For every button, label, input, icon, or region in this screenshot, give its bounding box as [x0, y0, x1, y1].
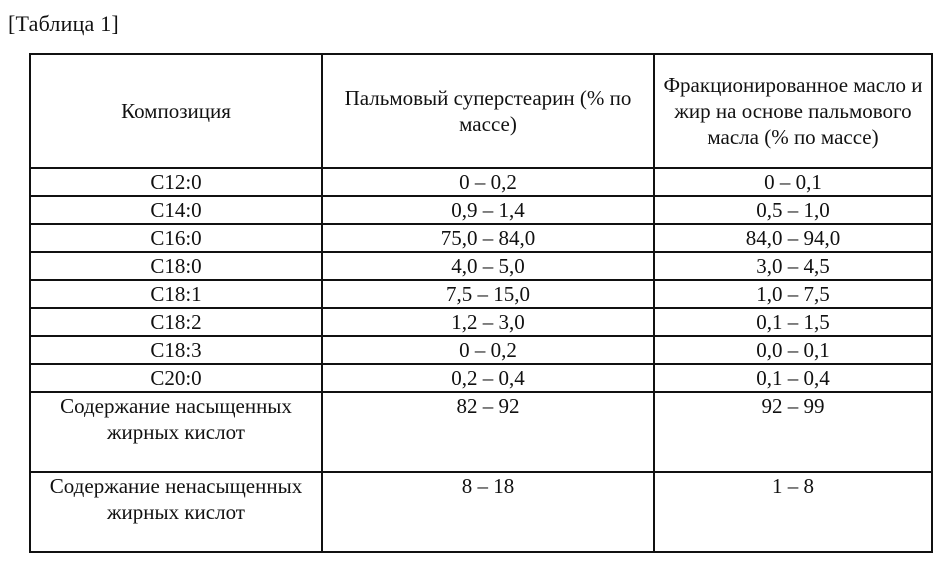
table-row: [30, 336, 932, 364]
table-row: [30, 392, 932, 472]
row-label: C20:0: [30, 364, 322, 392]
superstearin-value: 4,0 – 5,0: [322, 252, 654, 280]
table-row: [30, 280, 932, 308]
header-fractionated-palm-fat: Фракционированное масло и жир на основе пальмового масла (% по массе): [654, 54, 932, 168]
composition-table: [29, 53, 933, 553]
fractionated-value: 1,0 – 7,5: [654, 280, 932, 308]
row-label: Содержание насыщенных жирных кислот: [30, 392, 322, 472]
row-label: C18:1: [30, 280, 322, 308]
fractionated-value: 92 – 99: [654, 392, 932, 472]
header-composition: Композиция: [30, 54, 322, 168]
row-label: C18:0: [30, 252, 322, 280]
superstearin-value: 0,9 – 1,4: [322, 196, 654, 224]
table-row: [30, 364, 932, 392]
table-row: [30, 224, 932, 252]
superstearin-value: 75,0 – 84,0: [322, 224, 654, 252]
table-row: [30, 472, 932, 552]
fractionated-value: 0,0 – 0,1: [654, 336, 932, 364]
table-caption: [Таблица 1]: [8, 11, 119, 36]
row-label: C14:0: [30, 196, 322, 224]
superstearin-value: 1,2 – 3,0: [322, 308, 654, 336]
fractionated-value: 0,5 – 1,0: [654, 196, 932, 224]
superstearin-value: 0 – 0,2: [322, 336, 654, 364]
row-label: C16:0: [30, 224, 322, 252]
fractionated-value: 3,0 – 4,5: [654, 252, 932, 280]
table-row: [30, 252, 932, 280]
header-palm-superstearin: Пальмовый суперстеарин (% по массе): [322, 54, 654, 168]
fractionated-value: 84,0 – 94,0: [654, 224, 932, 252]
row-label: C18:3: [30, 336, 322, 364]
row-label: C18:2: [30, 308, 322, 336]
table-row: [30, 308, 932, 336]
fractionated-value: 0 – 0,1: [654, 168, 932, 196]
table-header-row: [30, 54, 932, 168]
superstearin-value: 82 – 92: [322, 392, 654, 472]
table-row: [30, 196, 932, 224]
table-row: [30, 168, 932, 196]
superstearin-value: 7,5 – 15,0: [322, 280, 654, 308]
row-label: C12:0: [30, 168, 322, 196]
fractionated-value: 0,1 – 0,4: [654, 364, 932, 392]
superstearin-value: 0 – 0,2: [322, 168, 654, 196]
superstearin-value: 0,2 – 0,4: [322, 364, 654, 392]
row-label: Содержание ненасыщенных жирных кислот: [30, 472, 322, 552]
fractionated-value: 0,1 – 1,5: [654, 308, 932, 336]
superstearin-value: 8 – 18: [322, 472, 654, 552]
fractionated-value: 1 – 8: [654, 472, 932, 552]
